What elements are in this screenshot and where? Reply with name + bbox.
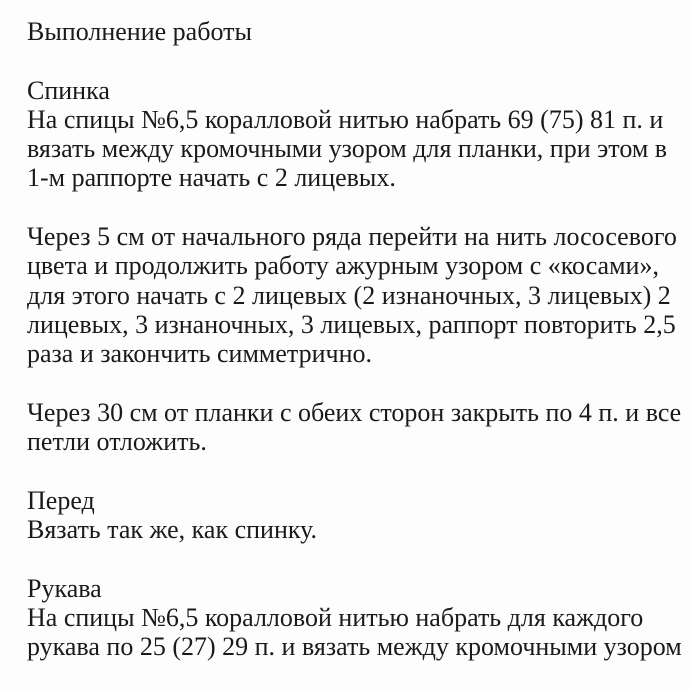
text-line: для этого начать с 2 лицевых (2 изнаночных, 3 лицевых) 2 [27, 280, 671, 310]
text-line: 1-м раппорте начать с 2 лицевых. [27, 163, 396, 193]
text-line: цвета и продолжить работу ажурным узором с «косами», [27, 251, 659, 281]
text-line: вязать между кромочными узором для планки, при этом в [27, 134, 668, 164]
section-heading: Рукава [27, 573, 102, 603]
page-title: Выполнение работы [27, 17, 252, 46]
text-line: Вязать так же, как спинку. [27, 515, 318, 545]
text-line: рукава по 25 (27) 29 п. и вязать между кромочными узором [27, 632, 682, 662]
text-line: Через 30 см от планки с обеих сторон закрыть по 4 п. и все [27, 397, 682, 427]
title-block [27, 17, 684, 46]
section-back [27, 76, 684, 193]
section-heading: Спинка [27, 75, 110, 105]
text-line: раза и закончить симметрично. [27, 339, 372, 369]
text-line: На спицы №6,5 коралловой нитью набрать 69 (75) 81 п. и [27, 104, 664, 134]
paragraph-pattern-change [27, 222, 684, 368]
text-line: петли отложить. [27, 427, 207, 457]
text-line: Через 5 см от начального ряда перейти на нить лососевого [27, 222, 677, 252]
section-heading: Перед [27, 485, 95, 515]
text-line: На спицы №6,5 коралловой нитью набрать для каждого [27, 602, 644, 632]
section-sleeves [27, 574, 684, 662]
text-line: лицевых, 3 изнаночных, 3 лицевых, раппорт повторить 2,5 [27, 309, 676, 339]
paragraph-bind-off [27, 398, 684, 457]
section-front [27, 486, 684, 545]
